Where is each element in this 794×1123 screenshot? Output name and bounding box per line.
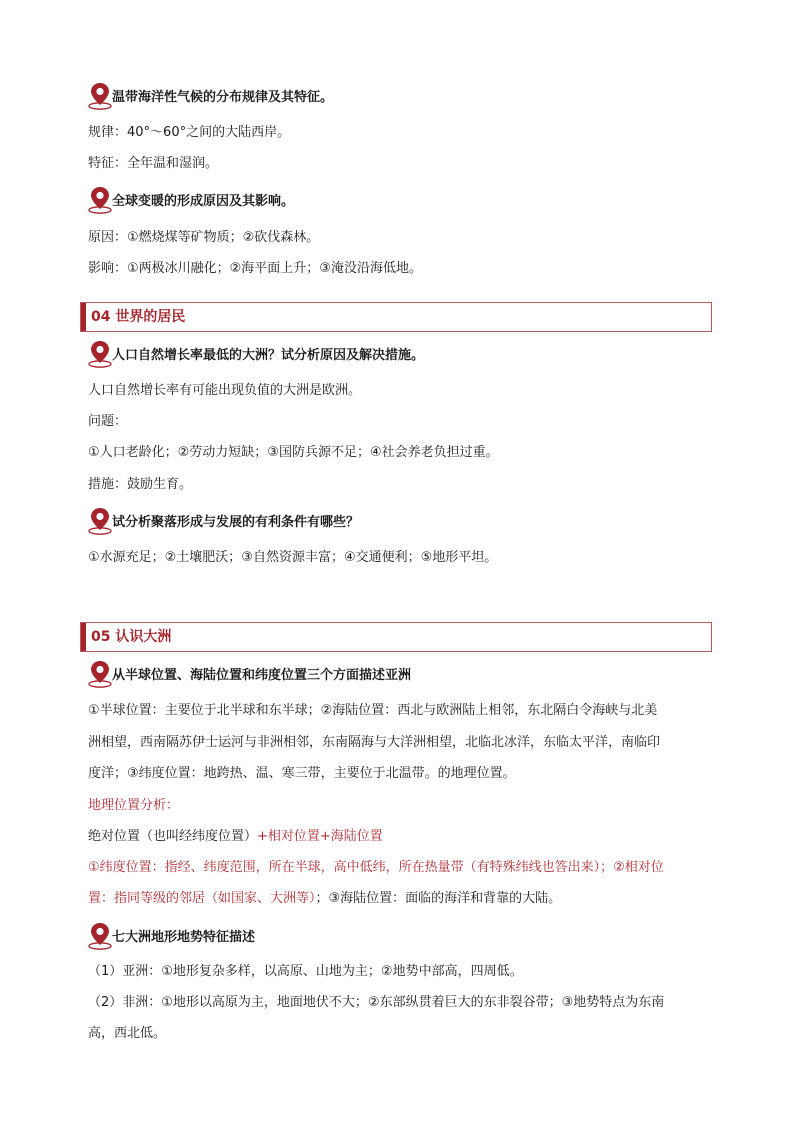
answer-line: （1）亚洲：①地形复杂多样，以高原、山地为主；②地势中部高，四周低。 (88, 964, 523, 979)
answer-text: 绝对位置（也叫经纬度位置） (88, 829, 258, 844)
location-pin-icon (88, 82, 114, 110)
question-title: 试分析聚落形成与发展的有利条件有哪些？ (112, 515, 360, 530)
answer-line: 影响：①两极冰川融化；②海平面上升；③淹没沿海低地。 (88, 261, 422, 276)
section-header (80, 302, 712, 332)
answer-line: 洲相望，西南隔苏伊士运河与非洲相邻，东南隔海与大洋洲相望，北临北冰洋，东临太平洋，南临印 (88, 735, 661, 750)
answer-line-highlight: ①纬度位置：指经、纬度范围，所在半球，高中低纬，所在热量带（有特殊纬线也答出来）；②相对位 (88, 860, 664, 875)
section-title: 05 认识大洲 (91, 629, 172, 645)
question-heading (88, 184, 294, 212)
question-title: 人口自然增长率最低的大洲？试分析原因及解决措施。 (112, 348, 425, 363)
answer-line: （2）非洲：①地形以高原为主，地面地伏不大；②东部纵贯着巨大的东非裂谷带；③地势特点为东南 (88, 995, 665, 1010)
answer-line: 人口自然增长率有可能出现负值的大洲是欧洲。 (88, 383, 362, 398)
question-heading (88, 920, 255, 948)
answer-line: ①水源充足；②土壤肥沃；③自然资源丰富；④交通便利；⑤地形平坦。 (88, 550, 498, 565)
question-title: 从半球位置、海陆位置和纬度位置三个方面描述亚洲 (112, 668, 412, 683)
answer-line: 原因：①燃烧煤等矿物质；②砍伐森林。 (88, 230, 320, 245)
answer-line: 措施：鼓励生育。 (88, 477, 193, 492)
location-pin-icon (88, 186, 114, 214)
location-pin-icon (88, 922, 114, 950)
answer-line: 规律：40°～60°之间的大陆西岸。 (88, 125, 291, 140)
answer-text-highlight: +相对位置+海陆位置 (257, 829, 383, 844)
section-header (80, 622, 712, 652)
question-title: 全球变暖的形成原因及其影响。 (112, 194, 295, 209)
question-heading (88, 505, 359, 533)
question-heading (88, 658, 411, 686)
answer-line: 度洋；③纬度位置：地跨热、温、寒三带，主要位于北温带。的地理位置。 (88, 766, 516, 781)
location-pin-icon (88, 507, 114, 535)
answer-line (88, 889, 718, 909)
location-pin-icon (88, 340, 114, 368)
answer-line (88, 827, 718, 847)
answer-line: 特征：全年温和湿润。 (88, 156, 219, 171)
location-pin-icon (88, 660, 114, 688)
question-title: 七大洲地形地势特征描述 (112, 930, 256, 945)
answer-line: ①人口老龄化；②劳动力短缺；③国防兵源不足；④社会养老负担过重。 (88, 445, 499, 460)
answer-line-highlight: 地理位置分析： (88, 798, 180, 813)
answer-line: 问题： (88, 414, 128, 429)
question-heading (88, 80, 333, 108)
answer-line: ①半球位置：主要位于北半球和东半球；②海陆位置：西北与欧洲陆上相邻，东北隔白令海峡与北美 (88, 703, 658, 718)
answer-line: 高，西北低。 (88, 1026, 167, 1041)
answer-text: ；③海陆位置：面临的海洋和背靠的大陆。 (315, 891, 562, 906)
section-accent-bar (81, 303, 86, 331)
question-title: 温带海洋性气候的分布规律及其特征。 (112, 90, 334, 105)
question-heading (88, 338, 424, 366)
answer-text-highlight: 置：指同等级的邻居（如国家、大洲等） (88, 891, 316, 906)
section-title: 04 世界的居民 (91, 309, 186, 325)
section-accent-bar (81, 623, 86, 651)
